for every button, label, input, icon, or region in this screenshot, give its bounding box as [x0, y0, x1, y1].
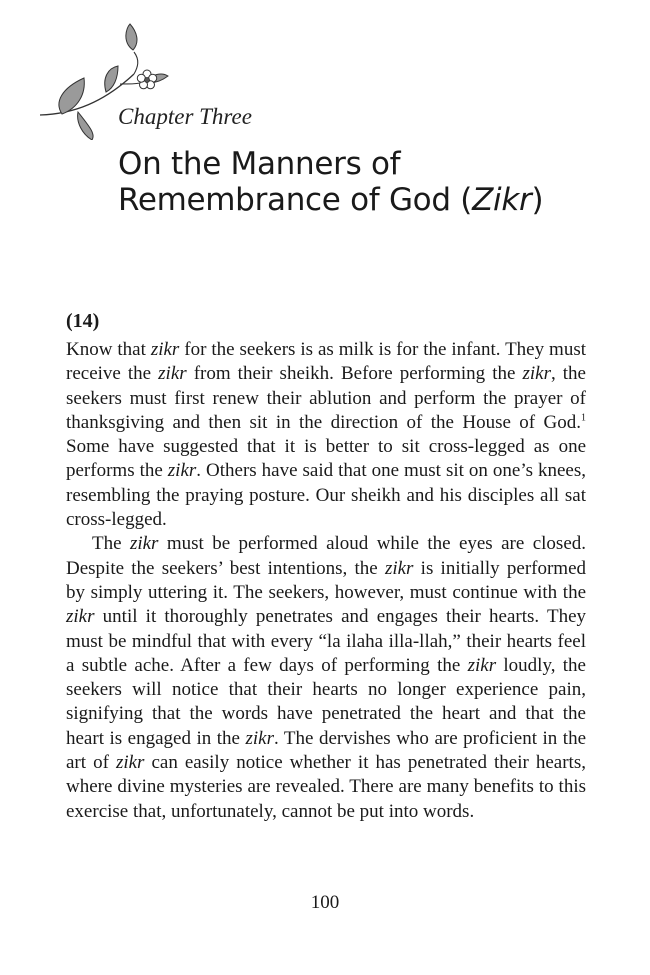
italic-term: zikr — [522, 363, 551, 385]
paragraph-1 — [66, 338, 586, 532]
text-run: is initially performed by simply uttering it. The seekers, however, must continue with the — [66, 557, 587, 603]
text-run: Know that — [66, 339, 151, 360]
italic-term: zikr — [150, 339, 180, 360]
text-run: . The dervishes who are proficient in the art of — [66, 727, 587, 774]
footnote-marker[interactable]: 1 — [581, 412, 586, 424]
body-text — [66, 338, 586, 824]
italic-term: zikr — [245, 727, 274, 749]
chapter-title-italic: Zikr — [472, 182, 532, 218]
italic-term: zikr — [167, 460, 197, 482]
chapter-title — [118, 146, 618, 218]
italic-term: zikr — [384, 557, 414, 579]
chapter-title-line2-suffix: ) — [531, 182, 544, 218]
text-run: must be performed aloud while the eyes are closed. Despite the seekers’ best intentions, the — [66, 533, 586, 579]
text-run: loudly, the seekers will notice that their hearts no longer experience pain, signifying that the words have penetrated the heart and that the heart is engaged in the — [66, 654, 586, 749]
text-run: for the seekers is as milk is for the infant. They must receive the — [66, 339, 587, 385]
italic-term: zikr — [467, 654, 497, 676]
italic-term: zikr — [66, 606, 95, 628]
text-run: until it thoroughly penetrates and engages their hearts. They must be mindful that with every “la ilaha illa-llah,” their hearts feel a subtle ache. After a few days of performing the — [66, 606, 586, 676]
section-number: (14) — [66, 310, 100, 332]
text-run: Some have suggested that it is better to sit cross-legged as one performs the — [66, 436, 586, 482]
text-run: can easily notice whether it has penetrated their hearts, where divine mysteries are revealed. There are many benefits to this exercise that, unfortunately, cannot be put into words. — [66, 752, 586, 822]
text-run: . Others have said that one must sit on one’s knees, resembling the praying posture. Our sheikh and his disciples all sat cross-legged. — [66, 460, 586, 531]
italic-term: zikr — [158, 363, 187, 385]
paragraph-2 — [66, 532, 586, 824]
text-run: The — [92, 533, 130, 555]
text-run: , the seekers must first renew their ablution and perform the prayer of thanksgiving and then sit in the direction of the House of God. — [66, 363, 586, 433]
chapter-title-line2-prefix: Remembrance of God ( — [118, 182, 473, 218]
chapter-title-line1: On the Manners of — [118, 146, 401, 182]
page-number: 100 — [310, 892, 340, 913]
italic-term: zikr — [115, 752, 145, 774]
chapter-label: Chapter Three — [118, 104, 252, 129]
text-run: from their sheikh. Before performing the — [186, 363, 523, 385]
italic-term: zikr — [129, 533, 159, 555]
